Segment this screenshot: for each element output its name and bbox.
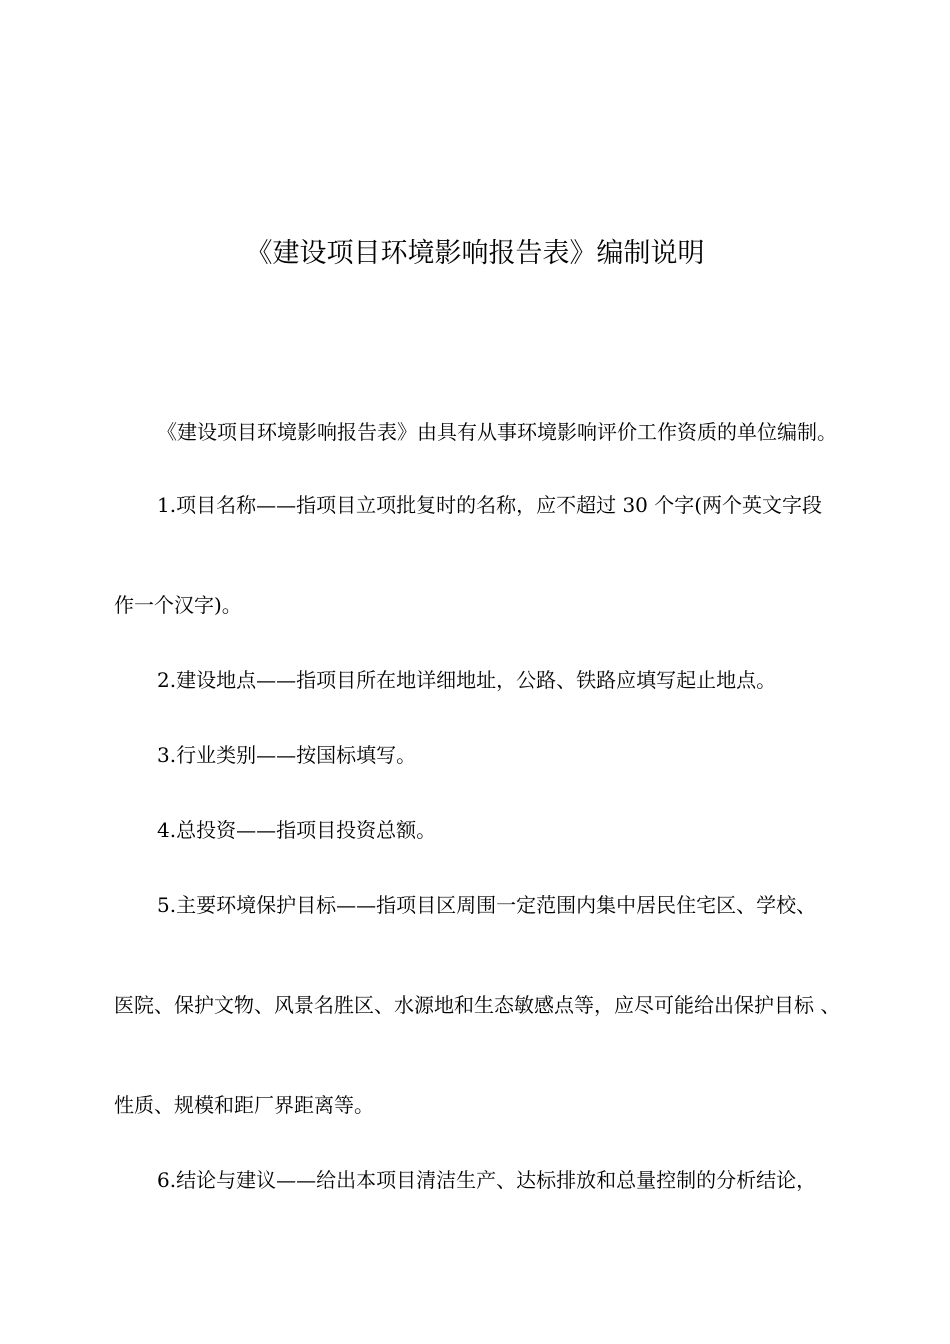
item-5-line-1: 5.主要环境保护目标——指项目区周围一定范围内集中居民住宅区、学校、 [157, 893, 817, 917]
item-6-line-1: 6.结论与建议——给出本项目清洁生产、达标排放和总量控制的分析结论， [157, 1168, 817, 1192]
document-title: 《建设项目环境影响报告表》编制说明 [245, 238, 705, 269]
item-5-line-2: 医院、保护文物、风景名胜区、水源地和生态敏感点等，应尽可能给出保护目标 、 [114, 993, 841, 1017]
item-4: 4.总投资——指项目投资总额。 [157, 818, 437, 842]
item-1-line-1: 1.项目名称——指项目立项批复时的名称，应不超过 30 个字(两个英文字段 [157, 493, 823, 517]
item-5-line-3: 性质、规模和距厂界距离等。 [114, 1093, 374, 1117]
item-3: 3.行业类别——按国标填写。 [157, 743, 417, 767]
item-1-line-2: 作一个汉字)。 [114, 593, 242, 617]
item-2: 2.建设地点——指项目所在地详细地址，公路、铁路应填写起止地点。 [157, 668, 777, 692]
paragraph-intro: 《建设项目环境影响报告表》由具有从事环境影响评价工作资质的单位编制。 [157, 420, 837, 444]
